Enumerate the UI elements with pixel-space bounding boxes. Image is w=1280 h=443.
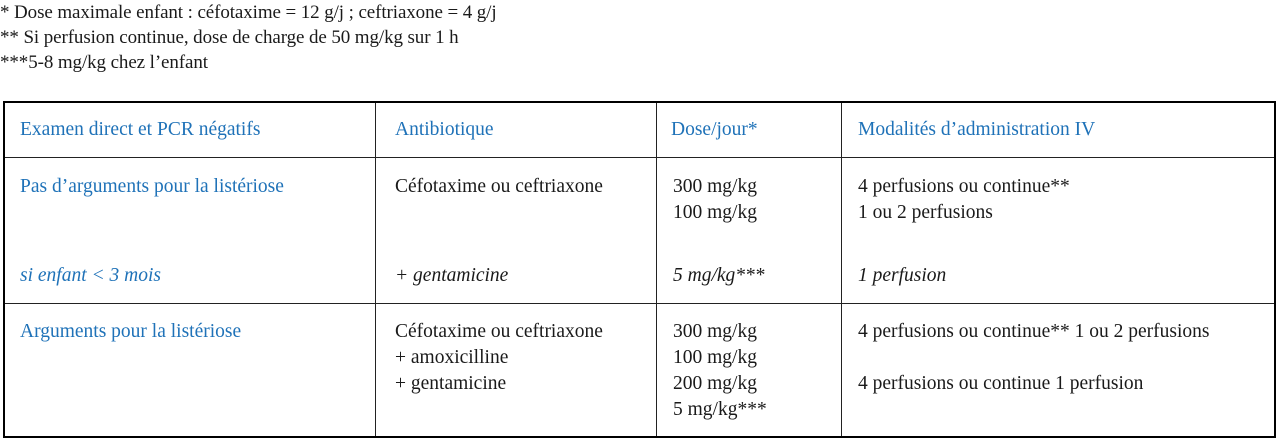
footnotes — [0, 0, 497, 75]
dose-line: 100 mg/kg — [673, 202, 757, 223]
row-child-modality: 1 perfusion — [858, 265, 947, 286]
footnote-max-dose: * Dose maximale enfant : céfotaxime = 12 g/j ; ceftriaxone = 4 g/j — [0, 2, 497, 23]
row-child-dose: 5 mg/kg*** — [673, 265, 765, 286]
dose-line: 100 mg/kg — [673, 347, 757, 368]
column-divider-2 — [656, 103, 657, 436]
header-divider — [5, 157, 1274, 158]
header-dose: Dose/jour* — [671, 119, 758, 140]
dose-line: 300 mg/kg — [673, 176, 757, 197]
dose-line: 300 mg/kg — [673, 321, 757, 342]
row-no-listeriosis-doses — [673, 174, 757, 226]
column-divider-3 — [841, 103, 842, 436]
antibiotic-table — [3, 101, 1276, 438]
footnote-child-dose: ***5-8 mg/kg chez l’enfant — [0, 52, 208, 73]
row-no-listeriosis-label: Pas d’arguments pour la listériose — [20, 176, 284, 197]
header-antibiotic: Antibiotique — [395, 119, 494, 140]
dose-line: 5 mg/kg*** — [673, 399, 767, 420]
antibiotic-line: Céfotaxime ou ceftriaxone — [395, 321, 603, 342]
modality-line: 4 perfusions ou continue 1 perfusion — [858, 373, 1144, 394]
row-listeriosis-modalities — [858, 319, 1210, 397]
header-exam: Examen direct et PCR négatifs — [20, 119, 261, 140]
row-child-antibiotic: + gentamicine — [395, 265, 509, 286]
header-modalities: Modalités d’administration IV — [858, 119, 1096, 140]
row-listeriosis-doses — [673, 319, 767, 423]
row-no-listeriosis-modalities — [858, 174, 1070, 226]
modality-line: 1 ou 2 perfusions — [858, 202, 993, 223]
row-no-listeriosis-antibiotic: Céfotaxime ou ceftriaxone — [395, 176, 603, 197]
column-divider-1 — [375, 103, 376, 436]
antibiotic-line: + gentamicine — [395, 373, 507, 394]
row-divider — [5, 303, 1274, 304]
row-listeriosis-label: Arguments pour la listériose — [20, 321, 242, 342]
footnote-loading-dose: ** Si perfusion continue, dose de charge de 50 mg/kg sur 1 h — [0, 27, 459, 48]
dose-line: 200 mg/kg — [673, 373, 757, 394]
modality-line: 4 perfusions ou continue** 1 ou 2 perfusions — [858, 321, 1210, 342]
modality-line: 4 perfusions ou continue** — [858, 176, 1070, 197]
row-listeriosis-antibiotics — [395, 319, 603, 397]
antibiotic-line: + amoxicilline — [395, 347, 509, 368]
row-child-label: si enfant < 3 mois — [20, 265, 161, 286]
